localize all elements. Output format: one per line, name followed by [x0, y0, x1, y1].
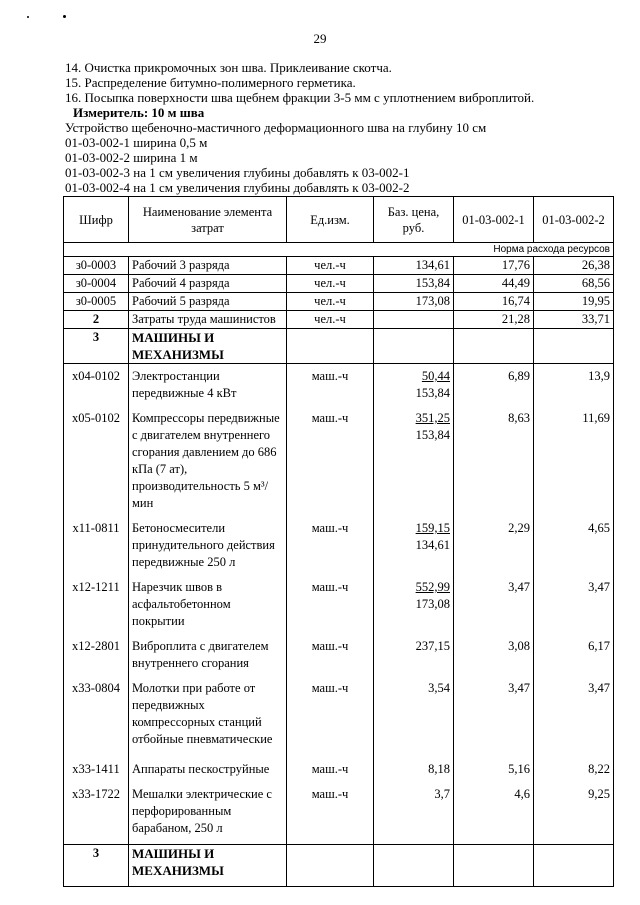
cell-unit: маш.-ч: [287, 409, 374, 519]
table-row: [64, 257, 614, 275]
cell-value-2: 26,38: [534, 257, 614, 275]
price-value: 351,25: [415, 411, 450, 425]
cell-value-2: 4,65: [534, 519, 614, 578]
intro-line-16: 16. Посыпка поверхности шва щебнем фракции 3-5 мм с уплотнением виброплитой.: [65, 90, 535, 105]
cell-price: 173,08: [374, 293, 454, 311]
cell-unit: маш.-ч: [287, 519, 374, 578]
cell-value-1: 5,16: [454, 760, 534, 785]
cell-value-1: 3,47: [454, 679, 534, 760]
cell-value-2: 3,47: [534, 578, 614, 637]
cell-name: Бетоносмесители принудительного действия передвижные 250 л: [129, 519, 287, 578]
cell-name: Компрессоры передвижные с двигателем внутреннего сгорания давлением до 686 кПа (7 ат), производительность 5 м³/мин: [129, 409, 287, 519]
cell-price: [374, 519, 454, 578]
price-sub-value: 153,84: [415, 386, 450, 400]
cell-code: х05-0102: [64, 409, 129, 519]
cell-value-1: 8,63: [454, 409, 534, 519]
norm-caption-row: [64, 243, 614, 257]
price-value: 552,99: [415, 580, 450, 594]
description-variant-1: 01-03-002-1 ширина 0,5 м: [65, 135, 208, 150]
cell-code: з0-0003: [64, 257, 129, 275]
cell-value-1: 2,29: [454, 519, 534, 578]
cell-name: Рабочий 3 разряда: [129, 257, 287, 275]
cell-name: Рабочий 4 разряда: [129, 275, 287, 293]
cell-value-1: 44,49: [454, 275, 534, 293]
table-row: [64, 364, 614, 410]
cell-name: Виброплита с двигателем внутреннего сгорания: [129, 637, 287, 679]
description-variant-3: 01-03-002-3 на 1 см увеличения глубины добавлять к 03-002-1: [65, 165, 410, 180]
table-row: [64, 637, 614, 679]
price-value: 8,18: [428, 762, 450, 776]
cell-value-2: 19,95: [534, 293, 614, 311]
scan-mark: [63, 15, 66, 18]
machines-section-row: [64, 329, 614, 364]
cell-code: х12-2801: [64, 637, 129, 679]
cell-name: Молотки при работе от передвижных компрессорных станций отбойные пневматические: [129, 679, 287, 760]
cell-value-2: 33,71: [534, 311, 614, 329]
cell-price: 134,61: [374, 257, 454, 275]
cell-unit: маш.-ч: [287, 760, 374, 785]
section-title: МАШИНЫ И МЕХАНИЗМЫ: [129, 845, 287, 887]
cell-value-1: 3,47: [454, 578, 534, 637]
cell-value-2: 3,47: [534, 679, 614, 760]
cell-name: Нарезчик швов в асфальтобетонном покрытии: [129, 578, 287, 637]
cell-value-1: 6,89: [454, 364, 534, 410]
cell-price: [374, 637, 454, 679]
cell-code: х12-1211: [64, 578, 129, 637]
cell-price: [374, 364, 454, 410]
cell-price: [374, 311, 454, 329]
cell-value-1: 21,28: [454, 311, 534, 329]
cell-price: [374, 409, 454, 519]
price-sub-value: 134,61: [415, 538, 450, 552]
intro-line-14: 14. Очистка прикромочных зон шва. Приклеивание скотча.: [65, 60, 392, 75]
cell-unit: маш.-ч: [287, 364, 374, 410]
cell-price: 153,84: [374, 275, 454, 293]
section-code: 3: [64, 845, 129, 887]
cell-unit: маш.-ч: [287, 578, 374, 637]
cell-code: х33-1411: [64, 760, 129, 785]
cell-name: Затраты труда машинистов: [129, 311, 287, 329]
cell-code: х33-1722: [64, 785, 129, 845]
cell-unit: чел.-ч: [287, 311, 374, 329]
cell-value-1: 3,08: [454, 637, 534, 679]
cell-code: з0-0004: [64, 275, 129, 293]
cell-unit: маш.-ч: [287, 637, 374, 679]
price-sub-value: 153,84: [415, 428, 450, 442]
header-name: Наименование элемента затрат: [129, 197, 287, 243]
section-title: МАШИНЫ И МЕХАНИЗМЫ: [129, 329, 287, 364]
price-sub-value: 173,08: [415, 597, 450, 611]
table-row: [64, 679, 614, 760]
cell-value-2: 8,22: [534, 760, 614, 785]
resource-norms-table: [63, 196, 614, 887]
cell-price: [374, 785, 454, 845]
cell-price: [374, 578, 454, 637]
cell-name: Аппараты пескоструйные: [129, 760, 287, 785]
cell-name: Мешалки электрические с перфорированным барабаном, 250 л: [129, 785, 287, 845]
description-variant-2: 01-03-002-2 ширина 1 м: [65, 150, 198, 165]
cell-unit: маш.-ч: [287, 785, 374, 845]
table-row: [64, 293, 614, 311]
cell-value-2: 11,69: [534, 409, 614, 519]
norm-caption: Норма расхода ресурсов: [64, 243, 614, 257]
cell-value-2: 6,17: [534, 637, 614, 679]
price-value: 237,15: [415, 639, 450, 653]
cell-value-2: 68,56: [534, 275, 614, 293]
table-row: [64, 409, 614, 519]
price-value: 159,15: [415, 521, 450, 535]
cell-value-2: 9,25: [534, 785, 614, 845]
cell-price: [374, 679, 454, 760]
table-header-row: [64, 197, 614, 243]
cell-price: [374, 760, 454, 785]
cell-name: Электростанции передвижные 4 кВт: [129, 364, 287, 410]
price-value: 50,44: [421, 369, 450, 383]
cell-code: з0-0005: [64, 293, 129, 311]
description-title: Устройство щебеночно-мастичного деформационного шва на глубину 10 см: [65, 120, 487, 135]
cell-unit: маш.-ч: [287, 679, 374, 760]
cell-code: х04-0102: [64, 364, 129, 410]
cell-value-1: 16,74: [454, 293, 534, 311]
operator-labor-row: [64, 311, 614, 329]
header-col-1: 01-03-002-1: [454, 197, 534, 243]
cell-value-1: 4,6: [454, 785, 534, 845]
table-row: [64, 275, 614, 293]
cell-code: х33-0804: [64, 679, 129, 760]
machine-rows: [64, 364, 614, 845]
cell-unit: чел.-ч: [287, 293, 374, 311]
table-row: [64, 519, 614, 578]
scan-mark: [27, 16, 29, 18]
header-col-2: 01-03-002-2: [534, 197, 614, 243]
cell-code: х11-0811: [64, 519, 129, 578]
cell-value-2: 13,9: [534, 364, 614, 410]
price-value: 3,54: [428, 681, 450, 695]
section-code: 3: [64, 329, 129, 364]
cell-code: 2: [64, 311, 129, 329]
description-variant-4: 01-03-002-4 на 1 см увеличения глубины добавлять к 03-002-2: [65, 180, 410, 195]
table-row: [64, 785, 614, 845]
page-number: 29: [313, 31, 327, 46]
cell-value-1: 17,76: [454, 257, 534, 275]
header-price: Баз. цена, руб.: [374, 197, 454, 243]
measure-label: Измеритель: 10 м шва: [73, 105, 205, 120]
cell-name: Рабочий 5 разряда: [129, 293, 287, 311]
bottom-section-row: [64, 845, 614, 887]
header-code: Шифр: [64, 197, 129, 243]
table-row: [64, 760, 614, 785]
price-value: 3,7: [434, 787, 450, 801]
table-row: [64, 578, 614, 637]
cell-unit: чел.-ч: [287, 275, 374, 293]
header-unit: Ед.изм.: [287, 197, 374, 243]
cell-unit: чел.-ч: [287, 257, 374, 275]
intro-line-15: 15. Распределение битумно-полимерного герметика.: [65, 75, 356, 90]
